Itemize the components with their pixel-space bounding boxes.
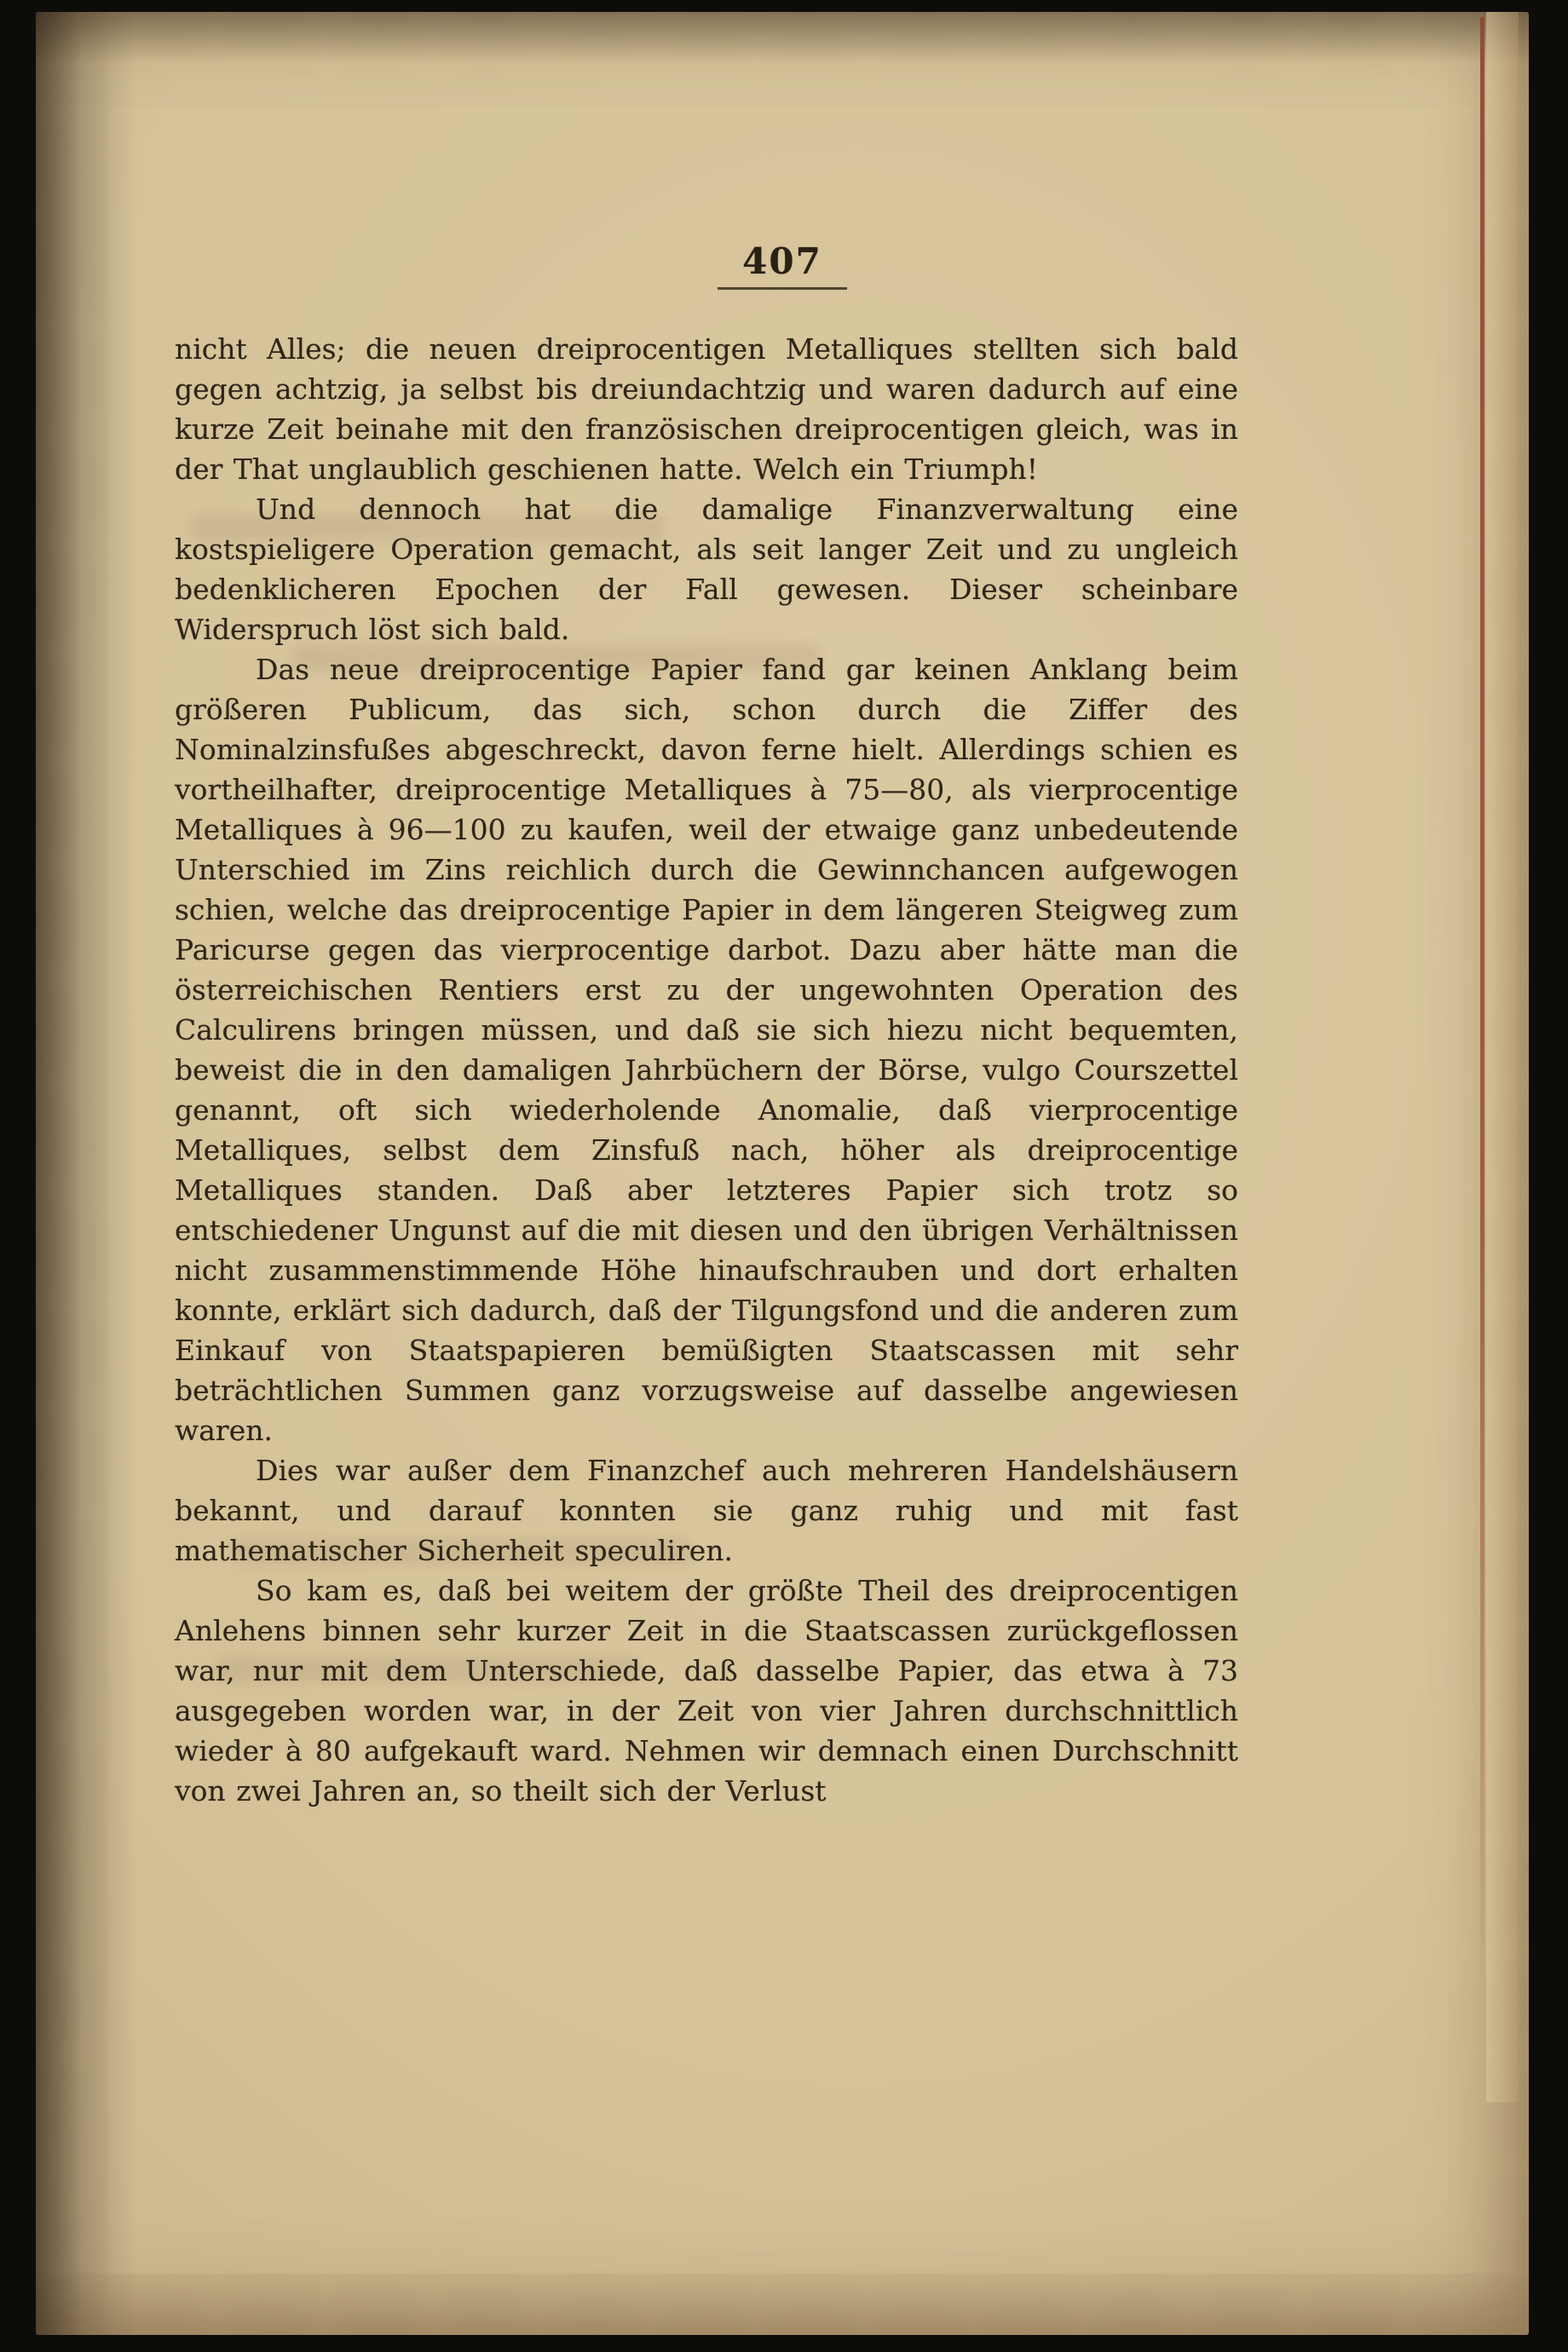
- paragraph-2: Und dennoch hat die damalige Finanzverwaltung eine kostspieligere Operation gemacht, als seit langer Zeit und zu ungleich bedenklicheren Epochen der Fall gewesen. Dieser scheinbare Widerspruch löst sich bald.: [175, 493, 1238, 646]
- page-fore-edge-highlight: [1486, 12, 1519, 2102]
- paragraph-3: Das neue dreiprocentige Papier fand gar keinen Anklang beim größeren Publicum, das sich, schon durch die Ziffer des Nominalzinsfußes abgeschreckt, davon ferne hielt. Allerdings schien es vortheilhafter, dreiprocentige Metalliques à 75—80, als vierprocentige Metalliques à 96—100 zu kaufen, weil der etwaige ganz unbedeutende Unterschied im Zins reichlich durch die Gewinnchancen aufgewogen schien, welche das dreiprocentige Papier in dem längeren Steigweg zum Paricurse gegen das vierprocentige darbot. Dazu aber hätte man die österreichischen Rentiers erst zu der ungewohnten Operation des Calculirens bringen müssen, und daß sie sich hiezu nicht bequemten, beweist die in den damaligen Jahrbüchern der Börse, vulgo Courszettel genannt, oft sich wiederholende Anomalie, daß vierprocentige Metalliques, selbst dem Zinsfuß nach, höher als dreiprocentige Metalliques standen. Daß aber letzteres Papier sich trotz so entschiedener Ungunst auf die mit diesen und den übrigen Verhältnissen nicht zusammenstimmende Höhe hinaufschrauben und dort erhalten konnte, erklärt sich dadurch, daß der Tilgungsfond und die anderen zum Einkauf von Staatspapieren bemüßigten Staatscassen mit sehr beträchtlichen Summen ganz vorzugsweise auf dasselbe angewiesen waren.: [175, 653, 1238, 1447]
- page-text: [175, 329, 1238, 1811]
- book-page: [36, 12, 1529, 2335]
- paragraph-5: So kam es, daß bei weitem der größte Theil des dreiprocentigen Anlehens binnen sehr kurzer Zeit in die Staatscassen zurückgeflossen war, nur mit dem Unterschiede, daß dasselbe Papier, das etwa à 73 ausgegeben worden war, in der Zeit von vier Jahren durchschnittlich wieder à 80 aufgekauft ward. Nehmen wir demnach einen Durchschnitt von zwei Jahren an, so theilt sich der Verlust: [175, 1574, 1238, 1807]
- page-header: [36, 240, 1529, 290]
- top-edge-shadow: [36, 12, 1529, 63]
- binding-shadow: [36, 12, 138, 2335]
- paragraph-1: nicht Alles; die neuen dreiprocentigen Metalliques stellten sich bald gegen achtzig, ja selbst bis dreiundachtzig und waren dadurch auf eine kurze Zeit beinahe mit den französischen dreiprocentigen gleich, was in der That unglaublich geschienen hatte. Welch ein Triumph!: [175, 332, 1238, 486]
- page-number: 407: [742, 240, 822, 282]
- page-number-rule: [718, 287, 847, 290]
- page-fore-edge-line: [1480, 17, 1484, 2009]
- paragraph-4: Dies war außer dem Finanzchef auch mehreren Handelshäusern bekannt, und darauf konnten sie ganz ruhig und mit fast mathematischer Sicherheit speculiren.: [175, 1454, 1238, 1567]
